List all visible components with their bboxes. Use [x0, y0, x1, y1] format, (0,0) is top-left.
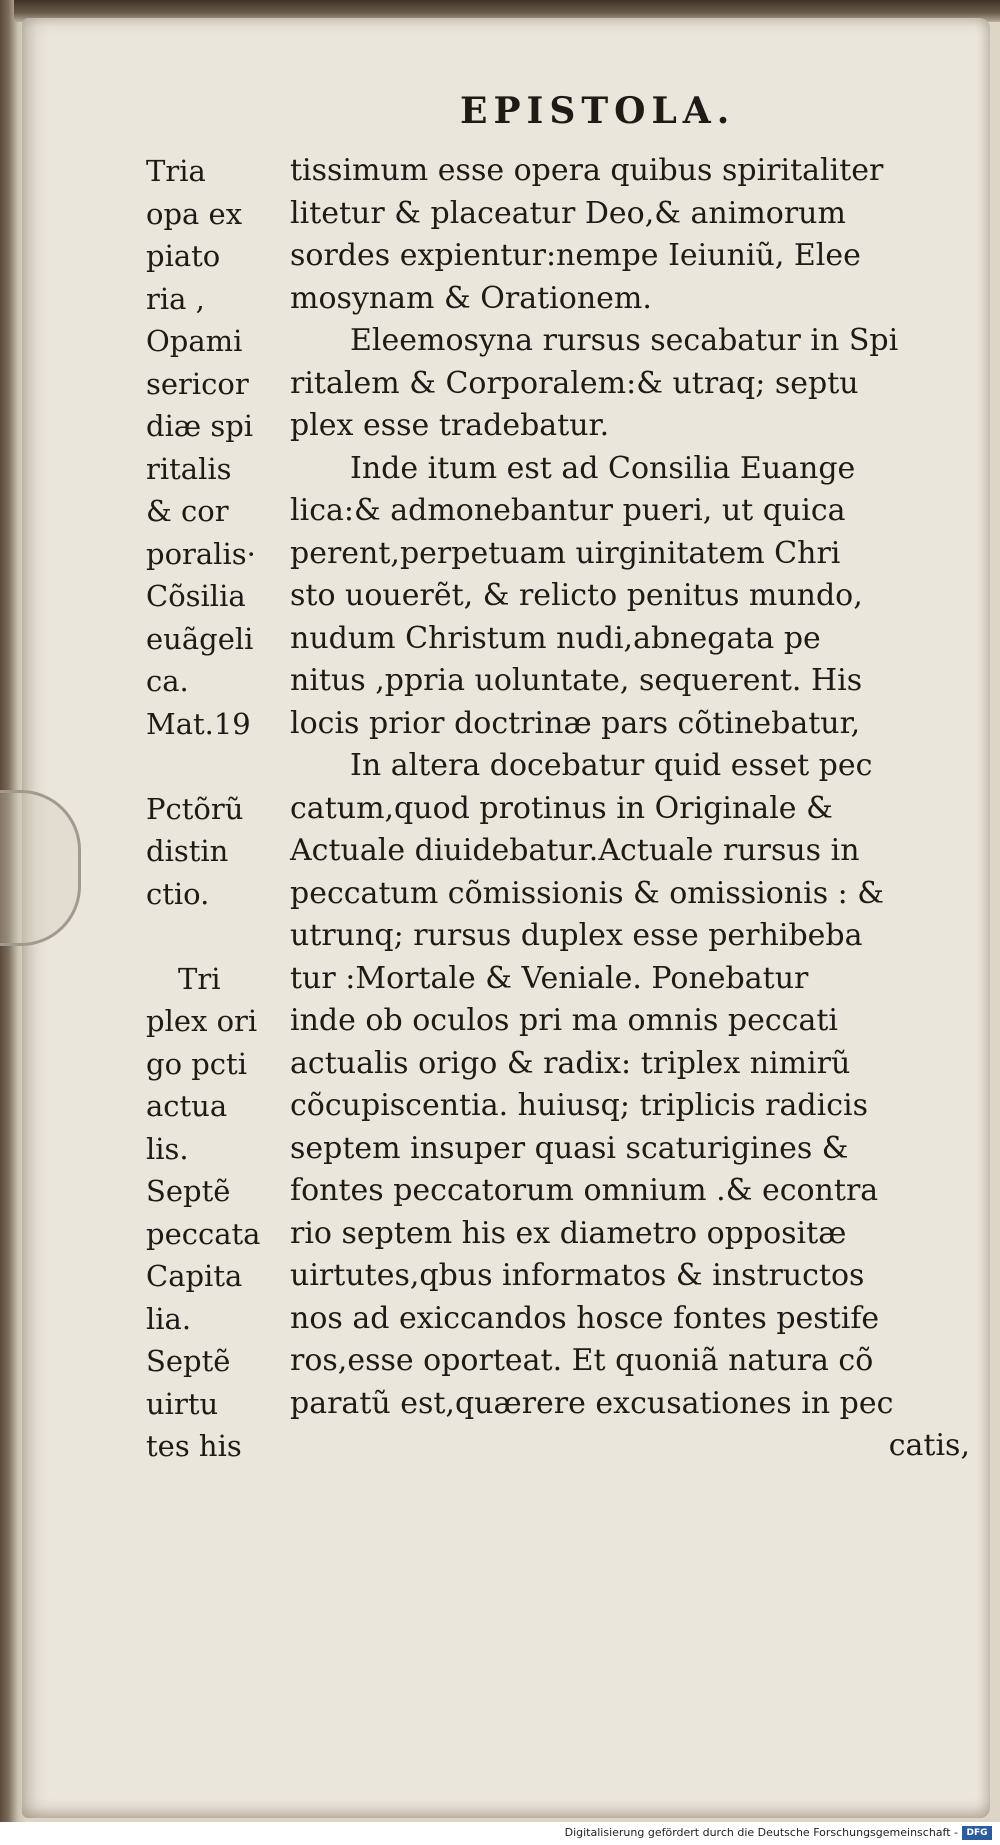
margin-note: ritalis	[146, 451, 232, 486]
text-line: mosynam & Orationem.	[290, 280, 652, 316]
margin-note: & cor	[146, 494, 229, 528]
text-line: Actuale diuidebatur.Actuale rursus in	[290, 833, 860, 868]
margin-note: Septẽ	[146, 1344, 231, 1378]
text-line: locis prior doctrinæ pars cõtinebatur,	[290, 705, 861, 741]
margin-note: peccata	[146, 1216, 261, 1251]
margin-note: poralis·	[146, 536, 256, 571]
text-line: peccatum cõmissionis & omissionis : &	[290, 875, 884, 911]
text-line: sto uouerẽt, & relicto penitus mundo,	[290, 578, 863, 613]
margin-note: actua	[146, 1089, 228, 1123]
margin-note	[146, 915, 286, 958]
text-line: nitus ,ppria uoluntate, sequerent. His	[290, 663, 863, 698]
text-line: actualis origo & radix: triplex nimirũ	[290, 1045, 851, 1081]
margin-note: sericor	[146, 366, 249, 401]
margin-note: euãgeli	[146, 621, 254, 656]
text-line: plex esse tradebatur.	[290, 408, 610, 443]
margin-note: plex ori	[146, 1004, 258, 1038]
body-text	[290, 150, 980, 1468]
text-line: inde ob oculos pri ma omnis peccati	[290, 1003, 838, 1038]
margin-note: Opami	[146, 324, 243, 358]
text-line: ritalem & Corporalem:& utraq; septu	[290, 365, 859, 401]
margin-notes	[146, 150, 286, 1468]
text-line: nos ad exiccandos hosce fontes pestife	[290, 1300, 880, 1336]
margin-note: uirtu	[146, 1386, 219, 1421]
margin-note: lia.	[146, 1301, 192, 1336]
margin-note: piato	[146, 239, 221, 273]
margin-note: Septẽ	[146, 1174, 231, 1208]
margin-note: opa ex	[146, 196, 243, 231]
text-line: In altera docebatur quid esset pec	[350, 748, 873, 783]
running-head: EPISTOLA.	[460, 90, 736, 132]
text-line: uirtutes,qbus informatos & instructos	[290, 1258, 865, 1293]
margin-note: Pctõrũ	[146, 791, 244, 826]
text-line: sordes expientur:nempe Ieiuniũ, Elee	[290, 238, 861, 273]
text-line: fontes peccatorum omnium .& econtra	[290, 1173, 879, 1208]
margin-note: ctio.	[146, 876, 210, 911]
text-line: tur :Mortale & Veniale. Ponebatur	[290, 960, 809, 996]
margin-note: ria ,	[146, 281, 205, 316]
margin-note: tes his	[146, 1429, 242, 1463]
text-line: catis,	[888, 1428, 970, 1463]
digitization-credit: Digitalisierung gefördert durch die Deutsche Forschungsgemeinschaft -	[564, 1826, 958, 1839]
margin-note: distin	[146, 834, 229, 868]
margin-note: Tri	[178, 961, 221, 996]
text-line: Eleemosyna rursus secabatur in Spi	[350, 323, 899, 358]
margin-note: ca.	[146, 664, 189, 698]
margin-note: Mat.19	[146, 706, 251, 741]
text-line: septem insuper quasi scaturigines &	[290, 1130, 849, 1166]
text-line: rio septem his ex diametro oppositæ	[290, 1215, 847, 1251]
text-line: utrunq; rursus duplex esse perhibeba	[290, 918, 863, 953]
margin-note: lis.	[146, 1131, 189, 1166]
text-line: ros,esse oporteat. Et quoniã natura cõ	[290, 1343, 874, 1378]
text-line: lica:& admonebantur pueri, ut quica	[290, 493, 846, 528]
text-line: perent,perpetuam uirginitatem Chri	[290, 535, 841, 571]
text-line: Inde itum est ad Consilia Euange	[350, 450, 856, 486]
margin-note: Tria	[146, 154, 206, 188]
text-line: paratũ est,quærere excusationes in pec	[290, 1385, 894, 1421]
text-line: litetur & placeatur Deo,& animorum	[290, 195, 846, 231]
dfg-logo-icon: DFG	[962, 1826, 992, 1840]
margin-note	[146, 745, 286, 788]
text-line: tissimum esse opera quibus spiritaliter	[290, 153, 884, 188]
margin-note: Capita	[146, 1259, 243, 1293]
text-line: cõcupiscentia. huiusq; triplicis radicis	[290, 1088, 868, 1123]
margin-note: diæ spi	[146, 409, 254, 443]
margin-note: Cõsilia	[146, 579, 246, 613]
margin-note: go pcti	[146, 1046, 247, 1081]
text-line: catum,quod protinus in Originale &	[290, 790, 833, 826]
text-line: nudum Christum nudi,abnegata pe	[290, 620, 821, 656]
